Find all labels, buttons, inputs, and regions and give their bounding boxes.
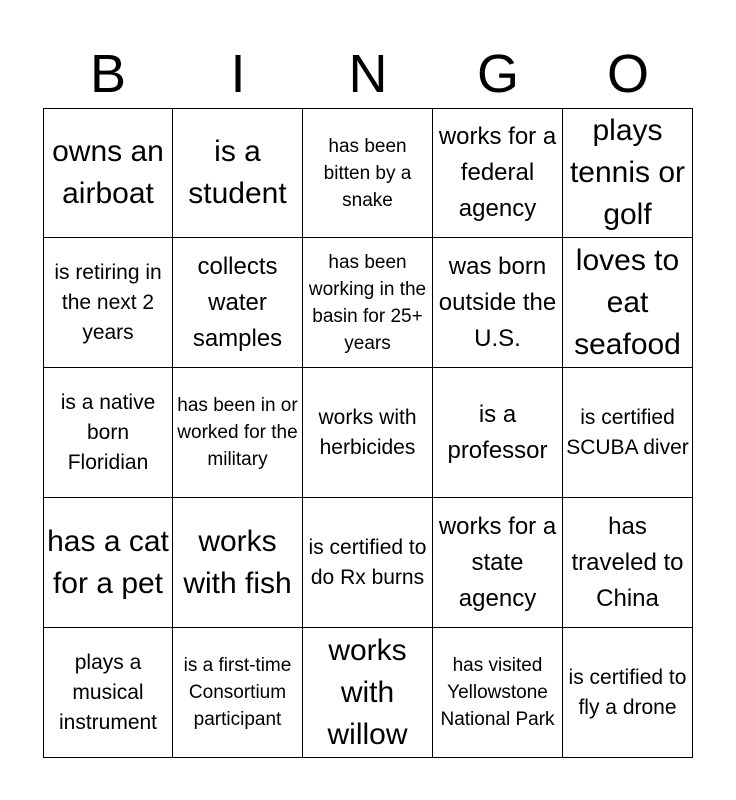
bingo-cell-r2c4[interactable]: [433, 238, 563, 368]
bingo-cell-r1c5[interactable]: [563, 108, 693, 238]
bingo-cell-text: has been in or worked for the military: [177, 395, 298, 470]
bingo-cell-text: is a first-time Consortium participant: [183, 655, 292, 730]
bingo-cell-r3c4[interactable]: [433, 368, 563, 498]
bingo-cell-text: loves to eat seafood: [574, 243, 681, 361]
bingo-cell-r5c4[interactable]: [433, 628, 563, 758]
bingo-cell-r4c4[interactable]: [433, 498, 563, 628]
header-letter-n: N: [348, 44, 388, 104]
bingo-cell-text: plays a musical instrument: [58, 650, 158, 734]
bingo-cell-text: is certified to fly a drone: [568, 665, 687, 719]
header-letter-g: G: [476, 44, 519, 104]
bingo-cell-r5c1[interactable]: [43, 628, 173, 758]
bingo-board: [43, 108, 693, 758]
bingo-cell-text: was born outside the U.S.: [438, 252, 557, 352]
bingo-cell-r2c2[interactable]: [173, 238, 303, 368]
bingo-cell-r4c3[interactable]: [303, 498, 433, 628]
header-letter-b: B: [89, 44, 127, 104]
bingo-header: [43, 40, 693, 108]
bingo-cell-text: works with fish: [183, 524, 292, 600]
bingo-cell-text: works for a state agency: [438, 512, 557, 612]
bingo-cell-text: has visited Yellowstone National Park: [440, 655, 555, 730]
bingo-cell-text: is retiring in the next 2 years: [54, 260, 162, 344]
bingo-cell-text: has been bitten by a snake: [323, 135, 412, 211]
bingo-cell-text: works for a federal agency: [438, 123, 557, 222]
bingo-cell-r3c3[interactable]: [303, 368, 433, 498]
bingo-cell-text: collects water samples: [192, 252, 283, 352]
bingo-cell-r2c1[interactable]: [43, 238, 173, 368]
bingo-cell-r2c5[interactable]: [563, 238, 693, 368]
header-letter-o: O: [606, 44, 649, 104]
bingo-cell-text: owns an airboat: [52, 135, 164, 210]
bingo-cell-r1c2[interactable]: [173, 108, 303, 238]
bingo-cell-text: has a cat for a pet: [47, 524, 169, 600]
bingo-cell-r1c1[interactable]: [43, 108, 173, 238]
bingo-cell-r4c5[interactable]: [563, 498, 693, 628]
bingo-cell-r3c5[interactable]: [563, 368, 693, 498]
bingo-cell-r1c3[interactable]: [303, 108, 433, 238]
bingo-cell-text: is a professor: [447, 400, 548, 464]
bingo-cell-r3c1[interactable]: [43, 368, 173, 498]
bingo-cell-text: is certified to do Rx burns: [308, 535, 427, 589]
bingo-cell-text: is a student: [188, 135, 287, 210]
header-letter-i: I: [230, 44, 246, 104]
bingo-cell-text: is certified SCUBA diver: [566, 405, 689, 459]
bingo-cell-r4c2[interactable]: [173, 498, 303, 628]
bingo-cell-text: has traveled to China: [571, 512, 684, 612]
bingo-cell-text: works with willow: [327, 633, 408, 751]
bingo-cell-r5c5[interactable]: [563, 628, 693, 758]
bingo-cell-r1c4[interactable]: [433, 108, 563, 238]
bingo-cell-r4c1[interactable]: [43, 498, 173, 628]
bingo-cell-r3c2[interactable]: [173, 368, 303, 498]
bingo-cell-text: is a native born Floridian: [60, 390, 156, 474]
bingo-cell-text: works with herbicides: [318, 405, 417, 459]
bingo-cell-text: has been working in the basin for 25+ years: [308, 251, 427, 354]
bingo-cell-r5c2[interactable]: [173, 628, 303, 758]
bingo-cell-r5c3[interactable]: [303, 628, 433, 758]
bingo-cell-text: plays tennis or golf: [569, 114, 686, 231]
bingo-cell-r2c3[interactable]: [303, 238, 433, 368]
